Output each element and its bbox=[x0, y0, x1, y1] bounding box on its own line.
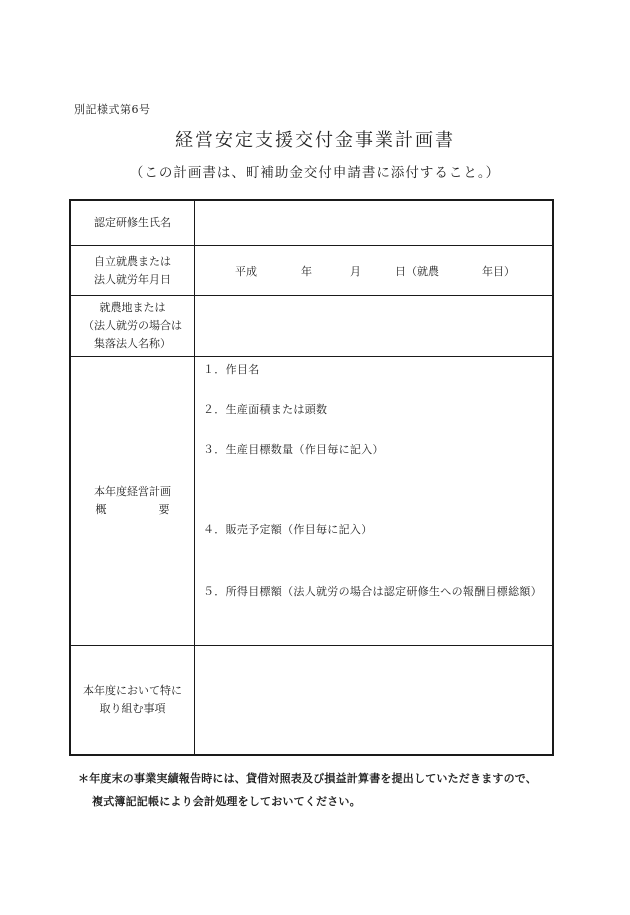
date-year-unit: 年 bbox=[301, 264, 312, 278]
location-label-line2: （法人就労の場合は bbox=[83, 319, 182, 332]
date-years-count-unit: 年目） bbox=[482, 264, 515, 278]
start-date-label-line1: 自立就農または bbox=[94, 254, 171, 268]
plan-item-area: ２．生産面積または頭数 bbox=[203, 403, 328, 416]
document-title: 経営安定支援交付金事業計画書 bbox=[175, 130, 455, 151]
row-location bbox=[71, 296, 552, 357]
row-start-date bbox=[71, 246, 552, 296]
location-label-line1: 就農地または bbox=[99, 301, 166, 314]
row-trainee-name bbox=[71, 201, 552, 246]
business-plan-label bbox=[71, 357, 195, 645]
date-line bbox=[195, 246, 552, 295]
row-business-plan bbox=[71, 357, 552, 646]
form-number: 別記様式第6号 bbox=[74, 103, 151, 116]
business-plan-label-char1: 概 bbox=[95, 503, 107, 516]
plan-item-sales-forecast: ４．販売予定額（作目毎に記入） bbox=[203, 523, 373, 536]
special-efforts-label bbox=[71, 646, 195, 754]
plan-form-table bbox=[69, 199, 554, 756]
start-date-label bbox=[71, 246, 195, 295]
start-date-label-line2: 法人就労年月日 bbox=[94, 272, 171, 286]
business-plan-label-char2: 要 bbox=[158, 503, 170, 516]
special-efforts-label-line2: 取り組む事項 bbox=[99, 702, 166, 715]
business-plan-label-line2 bbox=[96, 501, 170, 519]
date-month-unit: 月 bbox=[350, 264, 361, 278]
plan-item-production-target: ３．生産目標数量（作目毎に記入） bbox=[203, 443, 384, 456]
footnote bbox=[78, 767, 537, 813]
footnote-line1: ＊年度末の事業実績報告時には、貸借対照表及び損益計算書を提出していただきますので、 bbox=[78, 772, 537, 785]
date-era: 平成 bbox=[235, 264, 257, 278]
special-efforts-field[interactable] bbox=[195, 646, 552, 754]
footnote-line2: 複式簿記記帳により会計処理をしておいてください。 bbox=[92, 795, 361, 808]
business-plan-label-line1: 本年度経営計画 bbox=[94, 485, 171, 498]
document-subtitle: （この計画書は、町補助金交付申請書に添付すること。） bbox=[129, 165, 501, 181]
business-plan-field[interactable] bbox=[195, 357, 552, 645]
plan-item-crop: １．作目名 bbox=[203, 363, 260, 376]
trainee-name-label bbox=[71, 201, 195, 245]
row-special-efforts bbox=[71, 646, 552, 754]
location-label-line3: 集落法人名称） bbox=[94, 337, 171, 350]
location-label bbox=[71, 296, 195, 356]
trainee-name-label-text: 認定研修生氏名 bbox=[94, 216, 171, 229]
location-field[interactable] bbox=[195, 296, 552, 356]
trainee-name-field[interactable] bbox=[195, 201, 552, 245]
plan-item-income-target: ５．所得目標額（法人就労の場合は認定研修生への報酬目標総額） bbox=[203, 585, 542, 598]
date-day-unit: 日（就農 bbox=[395, 264, 439, 278]
start-date-field[interactable] bbox=[195, 246, 552, 295]
special-efforts-label-line1: 本年度において特に bbox=[83, 684, 182, 697]
